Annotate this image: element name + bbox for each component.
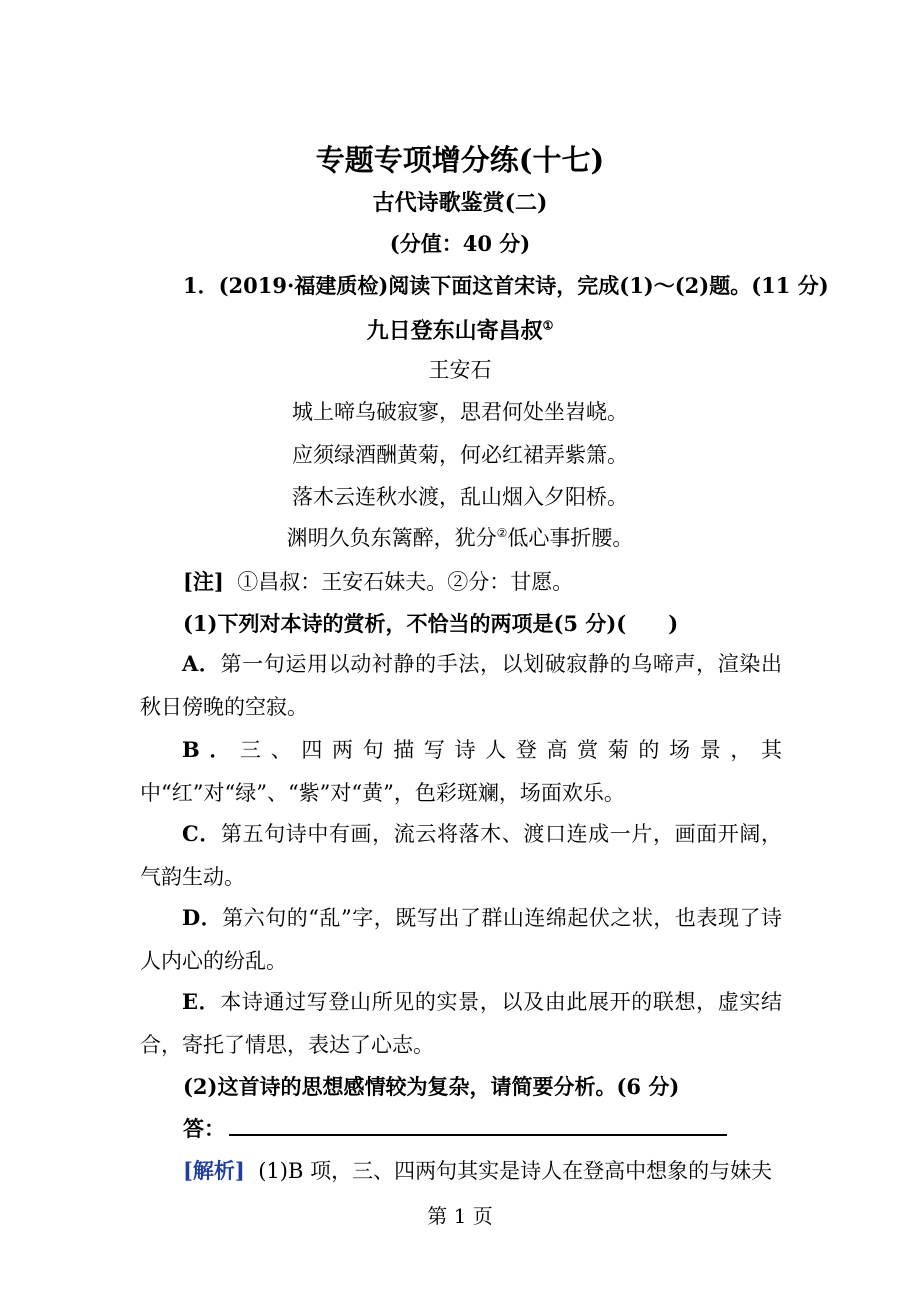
option-e [140, 980, 782, 1067]
option-a-label: A． [182, 651, 221, 676]
option-d-label: D． [182, 905, 223, 930]
question-1 [183, 270, 829, 300]
poem-line-4 [0, 522, 920, 552]
note-text: ①昌叔：王安石妹夫。②分：甘愿。 [237, 570, 574, 594]
analysis [183, 1155, 772, 1185]
poem-author: 王安石 [428, 358, 492, 382]
note-label: [注] [183, 569, 224, 594]
answer-label: 答： [183, 1116, 225, 1141]
page-number: 第 1 页 [427, 1204, 493, 1228]
option-b-text: 三、四两句描写诗人登高赏菊的场景，其中“红”对“绿”、“紫”对“黄”，色彩斑斓，场面欢乐。 [140, 738, 783, 805]
poem-line-4-b: 低心事折腰。 [507, 526, 634, 550]
option-c-label: C． [182, 821, 221, 846]
option-c [140, 812, 782, 899]
note [183, 566, 573, 596]
answer-row [183, 1113, 727, 1143]
sub-question-2: (2)这首诗的思想感情较为复杂，请简要分析。(6 分) [183, 1074, 680, 1099]
page-subtitle: 古代诗歌鉴赏(二) [372, 190, 548, 216]
analysis-text: (1)B 项，三、四两句其实是诗人在登高中想象的与妹夫 [258, 1159, 773, 1183]
poem-title-text: 九日登东山寄昌叔 [366, 318, 543, 344]
answer-blank-line[interactable] [229, 1114, 727, 1136]
poem-line-3: 落木云连秋水渡，乱山烟入夕阳桥。 [292, 485, 628, 509]
option-d-text: 第六句的“乱”字，既写出了群山连绵起伏之状，也表现了诗人内心的纷乱。 [140, 906, 782, 973]
poem-line-2: 应须绿酒酬黄菊，何必红裙弄紫箫。 [292, 443, 628, 467]
option-a-text: 第一句运用以动衬静的手法，以划破寂静的乌啼声，渲染出秋日傍晚的空寂。 [140, 652, 782, 719]
question-source: (2019·福建质检) [218, 273, 389, 298]
question-prompt: 阅读下面这首宋诗，完成(1)～(2)题。(11 分) [388, 273, 829, 298]
option-d [140, 896, 782, 983]
option-e-text: 本诗通过写登山所见的实景，以及由此展开的联想，虚实结合，寄托了情思，表达了心志。 [140, 990, 782, 1057]
poem-title-note: ① [542, 318, 554, 333]
page-title: 专题专项增分练(十七) [315, 143, 605, 177]
score-info: (分值：40 分) [389, 231, 531, 256]
option-e-label: E． [182, 989, 221, 1014]
option-b-label: B． [182, 737, 241, 762]
question-number: 1． [183, 273, 219, 298]
option-b [140, 728, 782, 815]
option-c-text: 第五句诗中有画，流云将落木、渡口连成一片，画面开阔，气韵生动。 [140, 822, 782, 889]
poem-line-4-a: 渊明久负东篱醉，犹分 [286, 526, 497, 550]
sub-question-1: (1)下列对本诗的赏析，不恰当的两项是(5 分)( ) [183, 611, 679, 636]
poem-title [0, 314, 920, 345]
poem-line-1: 城上啼乌破寂寥，思君何处坐岧峣。 [292, 400, 628, 424]
option-a [140, 642, 782, 729]
poem-line-4-note: ② [496, 526, 508, 540]
analysis-label: [解析] [183, 1158, 245, 1183]
